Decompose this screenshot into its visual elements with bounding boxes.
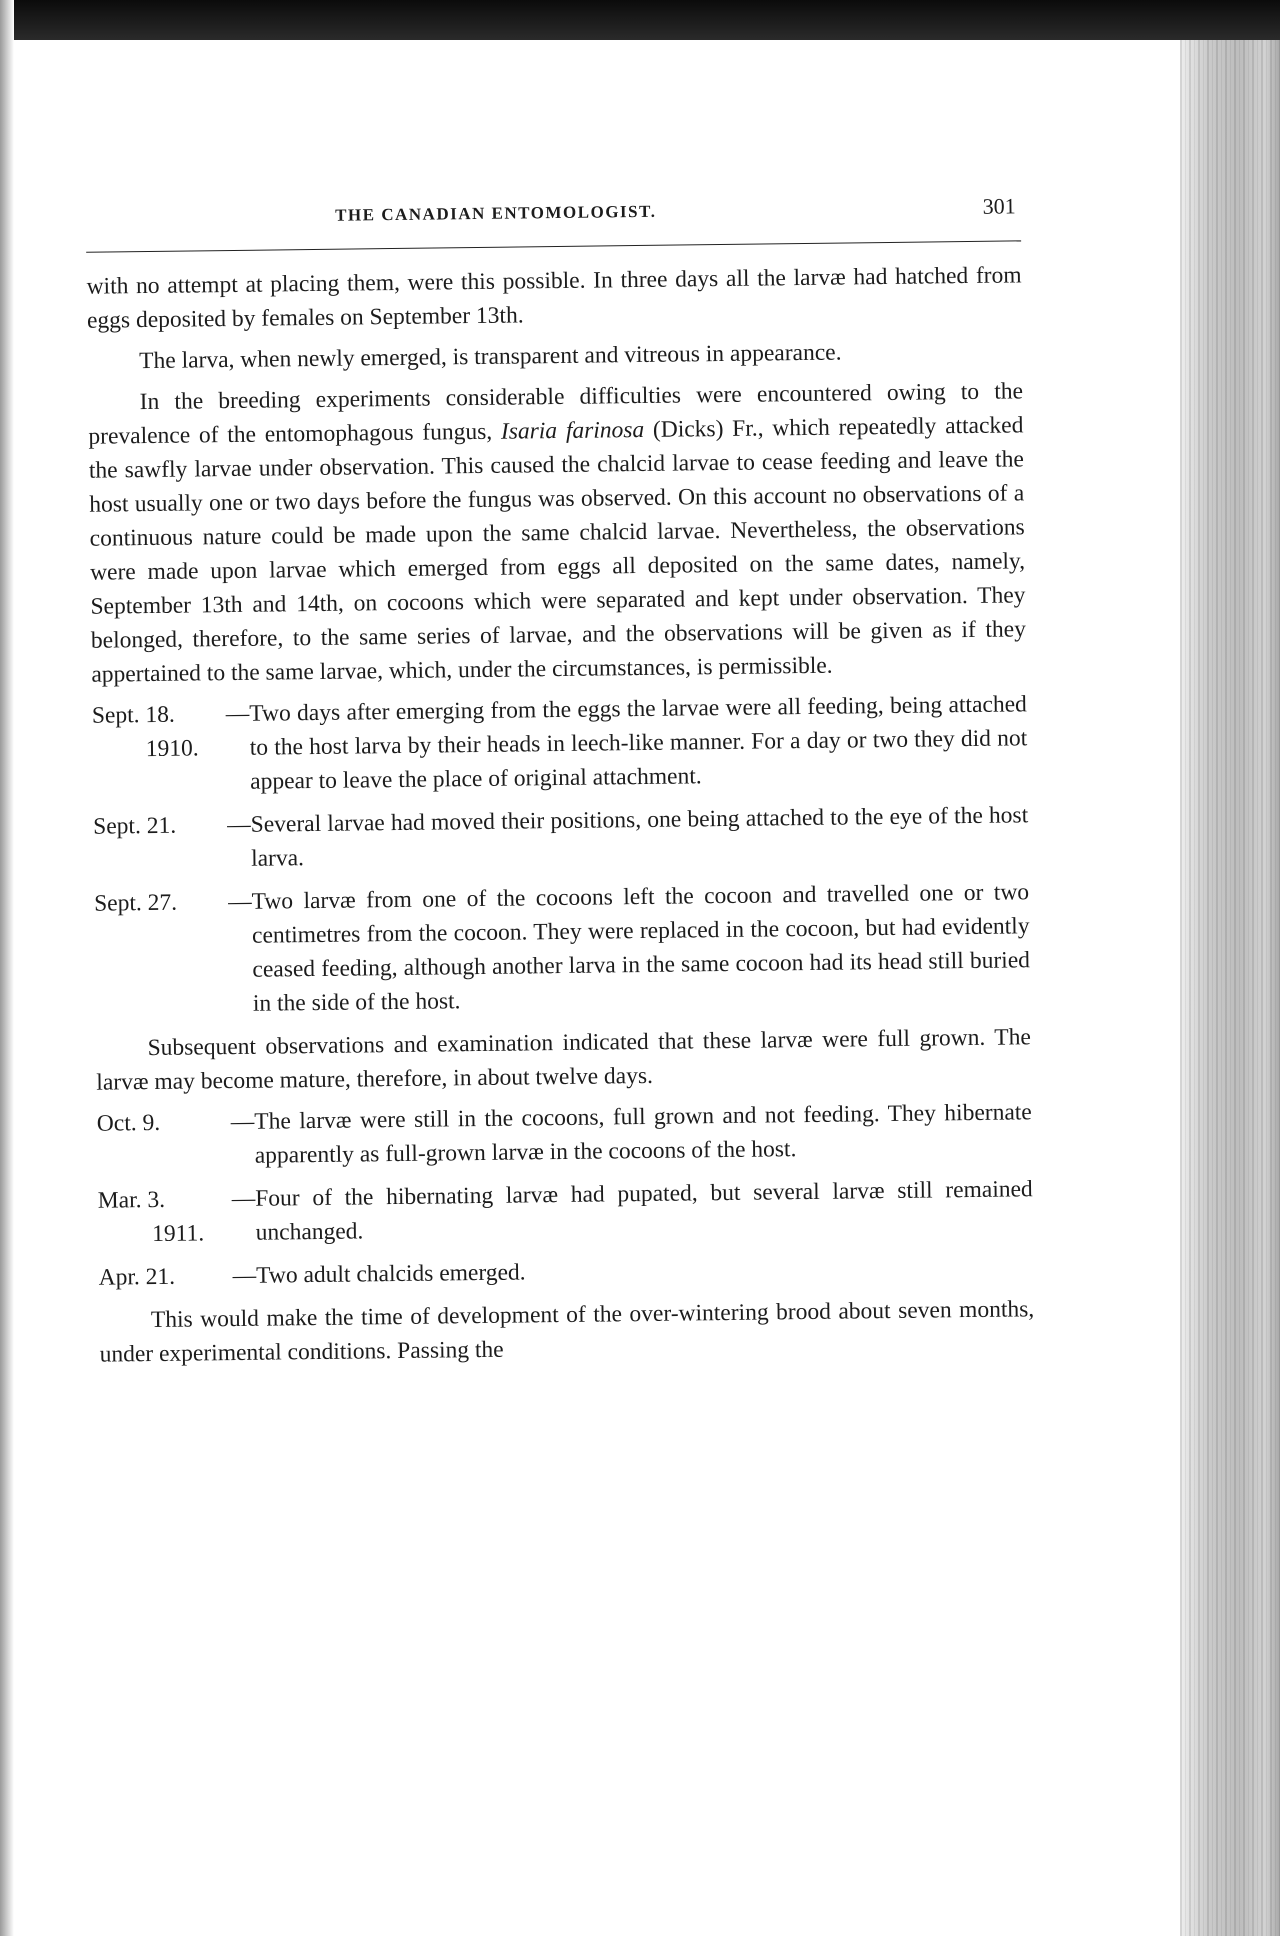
species-name: Isaria farinosa [500, 416, 645, 445]
entry-text: Two days after emerging from the eggs the larvae were all feeding, being attached to the host larva by their heads in leech-like manner. For a day or two they did not appear to leave the place of original attachment. [249, 691, 1028, 795]
entry-text: Two larvæ from one of the cocoons left the cocoon and travelled one or two centimetres from the cocoon. They were replaced in the cocoon, but had evidently ceased feeding, although another larva in the same cocoon had its head still buried in the side of the host. [251, 879, 1031, 1017]
entry-text: Several larvae had moved their positions, one being attached to the eye of the host larva. [250, 802, 1029, 872]
diary-entry: Sept. 27. — Two larvæ from one of the cocoons left the cocoon and travelled one or two centimetres from the cocoon. They were replaced in the cocoon, but had evidently ceased feeding, although another larva in the same cocoon had its head still buried in the side of the host. [94, 875, 1031, 1022]
diary-entry: Oct. 9. — The larvæ were still in the cocoons, full grown and not feeding. They hibernate apparently as full-grown larvæ in the cocoons of the host. [97, 1095, 1033, 1174]
scan-top-border [0, 0, 1280, 40]
entry-year: 1911. [152, 1220, 205, 1248]
paragraph-2: The larva, when newly emerged, is transparent and vitreous in appearance. [139, 339, 842, 375]
scan-left-shadow [0, 0, 14, 1936]
diary-entry: Sept. 18. 1910. — Two days after emerging from the eggs the larvae were all feeding, being attached to the host larva by their heads in leech-like manner. For a day or two they did not appear to leave the place of original attachment. [92, 687, 1028, 800]
paragraph-3 [88, 374, 1027, 691]
entry-date: Sept. 18. [91, 701, 175, 729]
entry-text: The larvæ were still in the cocoons, full grown and not feeding. They hibernate apparently as full-grown larvæ in the cocoons of the host. [254, 1099, 1032, 1169]
diary-entry: Apr. 21. — Two adult chalcids emerged. [99, 1249, 1034, 1294]
entry-date: Oct. 9. [96, 1109, 161, 1137]
paragraph-5: This would make the time of development of the over-wintering brood about seven months, under experimental conditions. Passing the [99, 1296, 1035, 1368]
entry-year: 1910. [145, 735, 199, 763]
book-page [86, 184, 1040, 1755]
body-text [86, 258, 1034, 1378]
entry-date: Mar. 3. [97, 1186, 166, 1214]
diary-entry: Sept. 21. — Several larvae had moved their positions, one being attached to the eye of the host larva. [93, 798, 1029, 877]
journal-title: THE CANADIAN ENTOMOLOGIST. [335, 201, 657, 225]
entry-date: Sept. 27. [93, 889, 178, 917]
book-page-edges [1180, 40, 1280, 1936]
paragraph-4: Subsequent observations and examination indicated that these larvæ were full grown. The larvæ may become mature, therefore, in about twelve days. [96, 1024, 1032, 1096]
entry-date: Sept. 21. [93, 812, 177, 840]
diary-entry: Mar. 3. 1911. — Four of the hibernating larvæ had pupated, but several larvæ still remained unchanged. [98, 1172, 1034, 1251]
paragraph-1: with no attempt at placing them, were this possible. In three days all the larvæ had hatched from eggs deposited by females on September 13th. [86, 262, 1022, 334]
entry-text: Four of the hibernating larvæ had pupated, but several larvæ still remained unchanged. [255, 1176, 1033, 1246]
page-number: 301 [982, 193, 1016, 219]
entry-date: Apr. 21. [98, 1263, 176, 1291]
entry-text: Two adult chalcids emerged. [256, 1259, 526, 1289]
paragraph-3-part-1: In the breeding experiments considerable difficulties were encountered owing to the prevalence of the entomophagous fungus, [88, 378, 1024, 450]
paragraph-3-part-2: (Dicks) Fr., which repeatedly attacked the sawfly larvae under observation. This caused the chalcid larvae to cease feeding and leave the host usually one or two days before the fungus was observed. On this account no observations of a continuous nature could be made upon the same chalcid larvae. Nevertheless, the observations were made upon larvae which emerged from eggs all deposited on the same dates, namely, September 13th and 14th, on cocoons which were separated and kept under observation. They belonged, therefore, to the same series of larvae, and the observations will be given as if they appertained to the same larvae, which, under the circumstances, is permissible. [88, 412, 1027, 688]
